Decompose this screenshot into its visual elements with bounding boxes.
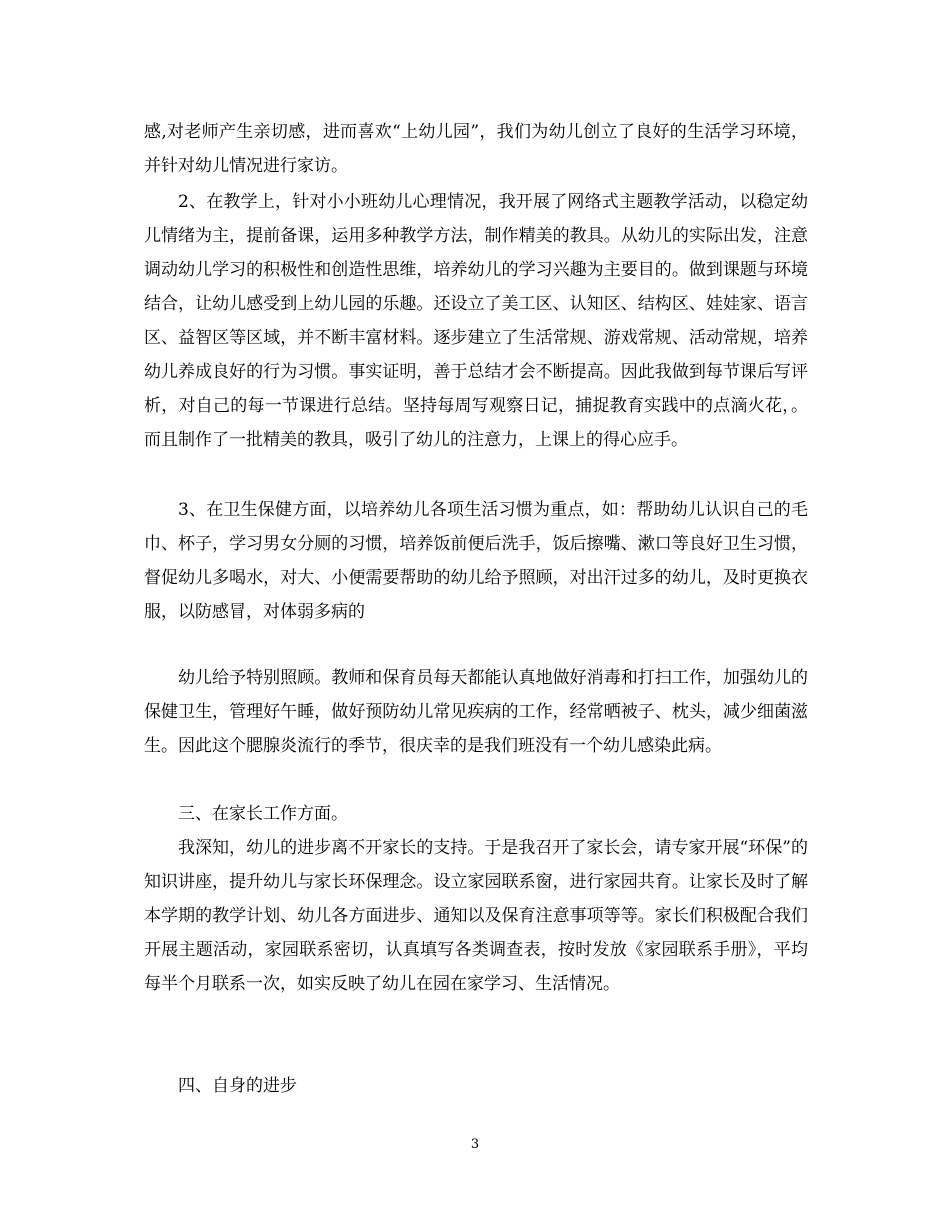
paragraph-parents: 我深知，幼儿的进步离不开家长的支持。于是我召开了家长会，请专家开展“环保”的知识讲座，提升幼儿与家长环保理念。设立家园联系窗，进行家园共育。让家长及时了解本学期的教学计划、幼儿各方面进步、通知以及保育注意事项等等。家长们积极配合我们开展主题活动，家园联系密切，认真填写各类调查表，按时发放《家园联系手册》，平均每半个月联系一次，如实反映了幼儿在园在家学习、生活情况。 — [144, 838, 808, 994]
paragraph-continuation: 感,对老师产生亲切感，进而喜欢“上幼儿园”，我们为幼儿创立了良好的生活学习环境，并针对幼儿情况进行家访。 — [144, 122, 808, 176]
section-heading-parents: 三、在家长工作方面。 — [178, 804, 348, 824]
paragraph-health-care: 3、在卫生保健方面，以培养幼儿各项生活习惯为重点，如：帮助幼儿认识自己的毛巾、杯子，学习男女分厕的习惯，培养饭前便后洗手，饭后擦嘴、漱口等良好卫生习惯，督促幼儿多喝水，对大、小便需要帮助的幼儿给予照顾，对出汗过多的幼儿，及时更换衣服，以防感冒，对体弱多病的 — [144, 500, 808, 622]
page-number: 3 — [470, 1137, 480, 1152]
section-heading-self-progress: 四、自身的进步 — [178, 1076, 297, 1096]
paragraph-teaching: 2、在教学上，针对小小班幼儿心理情况，我开展了网络式主题教学活动，以稳定幼儿情绪为主，提前备课，运用多种教学方法，制作精美的教具。从幼儿的实际出发，注意调动幼儿学习的积极性和创造性思维，培养幼儿的学习兴趣为主要目的。做到课题与环境结合，让幼儿感受到上幼儿园的乐趣。还设立了美工区、认知区、结构区、娃娃家、语言区、益智区等区域，并不断丰富材料。逐步建立了生活常规、游戏常规、活动常规，培养幼儿养成良好的行为习惯。事实证明，善于总结才会不断提高。因此我做到每节课后写评析，对自己的每一节课进行总结。坚持每周写观察日记，捕捉教育实践中的点滴火花，。而且制作了一批精美的教具，吸引了幼儿的注意力，上课上的得心应手。 — [144, 192, 808, 450]
paragraph-health-care-continued: 幼儿给予特别照顾。教师和保育员每天都能认真地做好消毒和打扫工作，加强幼儿的保健卫生，管理好午睡，做好预防幼儿常见疾病的工作，经常晒被子、枕头，减少细菌滋生。因此这个腮腺炎流行的季节，很庆幸的是我们班没有一个幼儿感染此病。 — [144, 668, 808, 756]
